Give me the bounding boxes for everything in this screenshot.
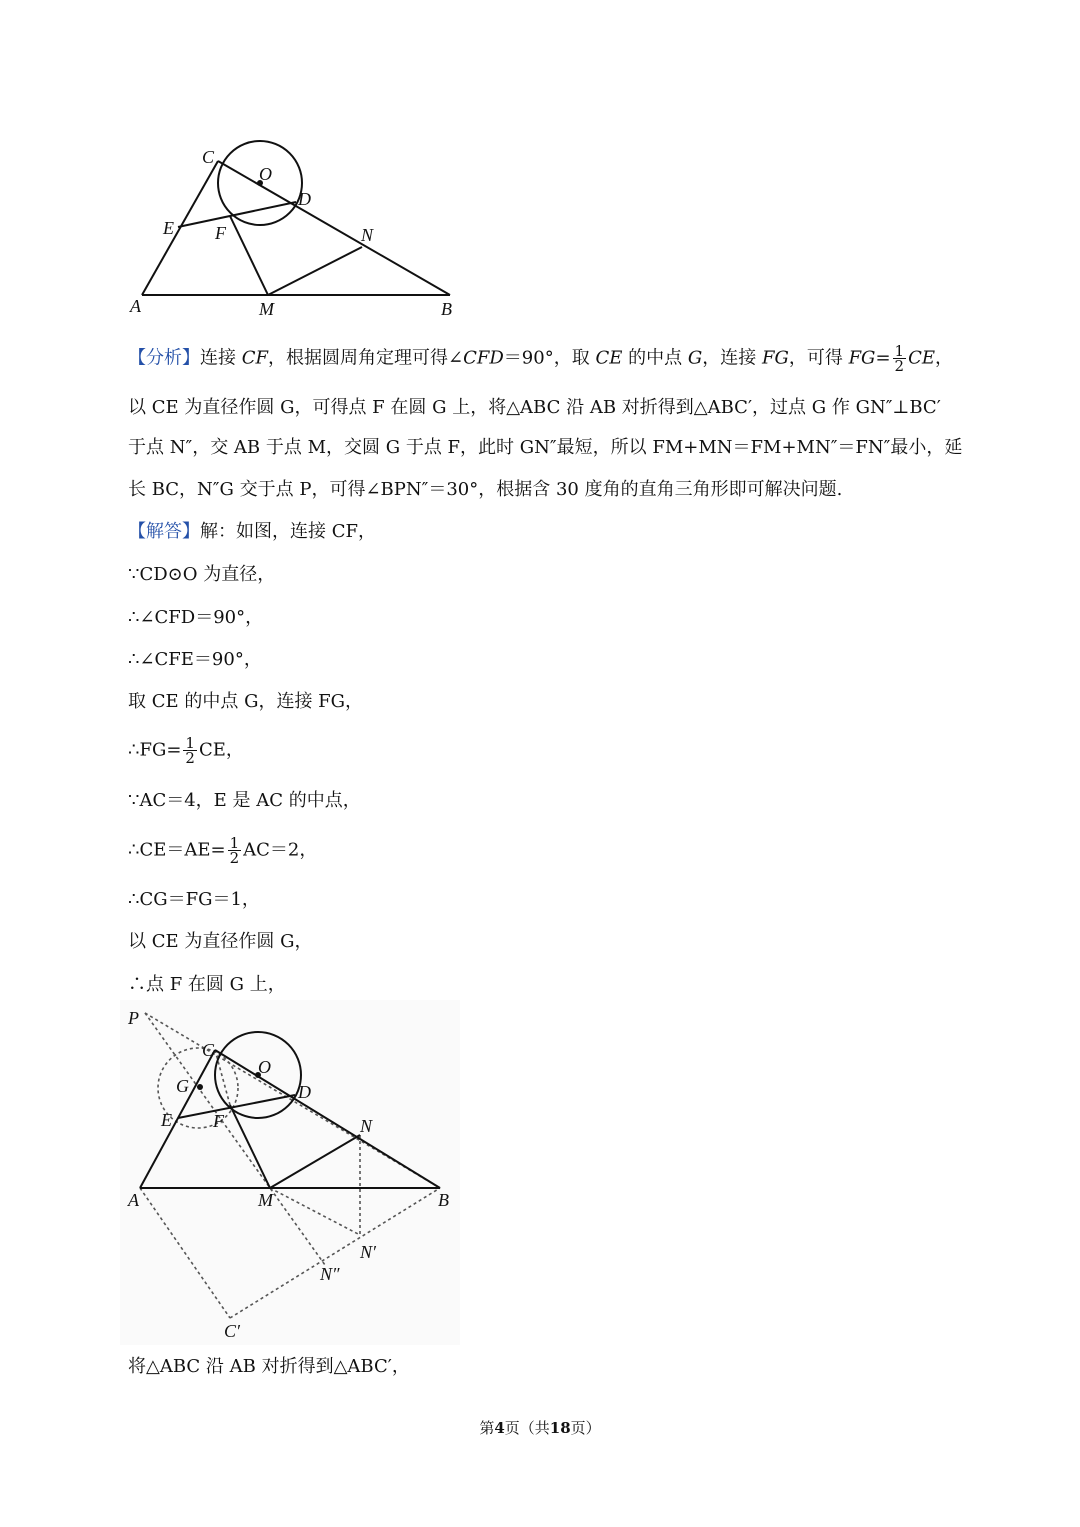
solution-line-5: 取 CE 的中点 G，连接 FG， bbox=[128, 691, 364, 712]
segment-cb bbox=[218, 161, 450, 295]
solution-line-7: ∵AC＝4，E 是 AC 的中点， bbox=[128, 790, 361, 811]
label-e: E bbox=[161, 1110, 172, 1130]
label-g: G bbox=[176, 1076, 189, 1096]
segment-mn bbox=[268, 247, 362, 295]
label-f: F bbox=[213, 1111, 224, 1131]
analysis-line-3: 于点 N″，交 AB 于点 M，交圆 G 于点 F，此时 GN″最短，所以 FM+MN＝FM+MN″＝FN″最小，延 bbox=[128, 437, 963, 458]
fraction-half: $\frac{1}{2}$ bbox=[229, 834, 240, 867]
solution-line-1: 【解答】解：如图，连接 CF， bbox=[128, 521, 376, 542]
label-n-prime: N′ bbox=[360, 1242, 376, 1262]
solution-line-6: ∴FG= $\frac{1}{2}$ CE， bbox=[128, 734, 244, 767]
analysis-line-2: 以 CE 为直径作圆 G，可得点 F 在圆 G 上，将△ABC 沿 AB 对折得到△ABC′，过点 G 作 GN″⊥BC′ bbox=[128, 397, 941, 418]
page-total: 18 bbox=[549, 1419, 571, 1437]
solution-line-2: ∵CD⊙O 为直径， bbox=[128, 564, 276, 585]
label-n: N bbox=[360, 1116, 373, 1136]
label-a: A bbox=[130, 296, 141, 316]
label-n: N bbox=[361, 225, 374, 245]
solution-line-4: ∴∠CFE＝90°， bbox=[128, 649, 262, 670]
solution-tag: 【解答】 bbox=[128, 521, 200, 542]
label-o: O bbox=[258, 1057, 271, 1077]
segment-fm bbox=[230, 216, 268, 295]
segment-ca bbox=[142, 161, 218, 295]
label-d: D bbox=[298, 1082, 311, 1102]
label-e: E bbox=[163, 218, 174, 238]
analysis-tag: 【分析】 bbox=[128, 347, 200, 369]
figure-1-geometry bbox=[120, 135, 470, 325]
figure-2-geometry bbox=[120, 1000, 460, 1345]
solution-line-8: ∴CE＝AE= $\frac{1}{2}$ AC＝2， bbox=[128, 834, 318, 867]
label-c: C bbox=[202, 147, 215, 167]
label-m: M bbox=[258, 1190, 273, 1210]
solution-line-12: 将△ABC 沿 AB 对折得到△ABC′， bbox=[128, 1356, 410, 1377]
label-c: C bbox=[202, 1040, 215, 1060]
label-f: F bbox=[215, 223, 226, 243]
label-a: A bbox=[128, 1190, 139, 1210]
label-n-double-prime: N″ bbox=[320, 1264, 340, 1284]
label-c-prime: C′ bbox=[224, 1321, 240, 1341]
segment-ed bbox=[178, 202, 296, 227]
solution-line-11: ∴点 F 在圆 G 上， bbox=[128, 974, 286, 995]
fraction-half: $\frac{1}{2}$ bbox=[185, 734, 195, 767]
page-number: 4 bbox=[494, 1419, 505, 1437]
label-b: B bbox=[441, 299, 452, 319]
fraction-half: $\frac{1}{2}$ bbox=[894, 342, 905, 375]
solution-line-10: 以 CE 为直径作圆 G， bbox=[128, 931, 313, 952]
label-p: P bbox=[128, 1008, 139, 1028]
label-m: M bbox=[259, 299, 274, 319]
center-g bbox=[197, 1084, 203, 1090]
solution-line-3: ∴∠CFD＝90°， bbox=[128, 607, 264, 628]
solution-line-9: ∴CG＝FG＝1， bbox=[128, 889, 260, 910]
page-footer: 第4页（共18页） bbox=[479, 1419, 601, 1437]
label-o: O bbox=[259, 164, 272, 184]
label-d: D bbox=[298, 189, 311, 209]
analysis-line-1: 【分析】连接 CF，根据圆周角定理可得∠CFD＝90°，取 CE 的中点 G，连接 FG，可得 FG= $\frac{1}{2}$ CE， bbox=[128, 342, 953, 375]
analysis-line-4: 长 BC，N″G 交于点 P，可得∠BPN″＝30°，根据含 30 度角的直角三角形即可解决问题. bbox=[128, 479, 843, 500]
label-b: B bbox=[438, 1190, 449, 1210]
